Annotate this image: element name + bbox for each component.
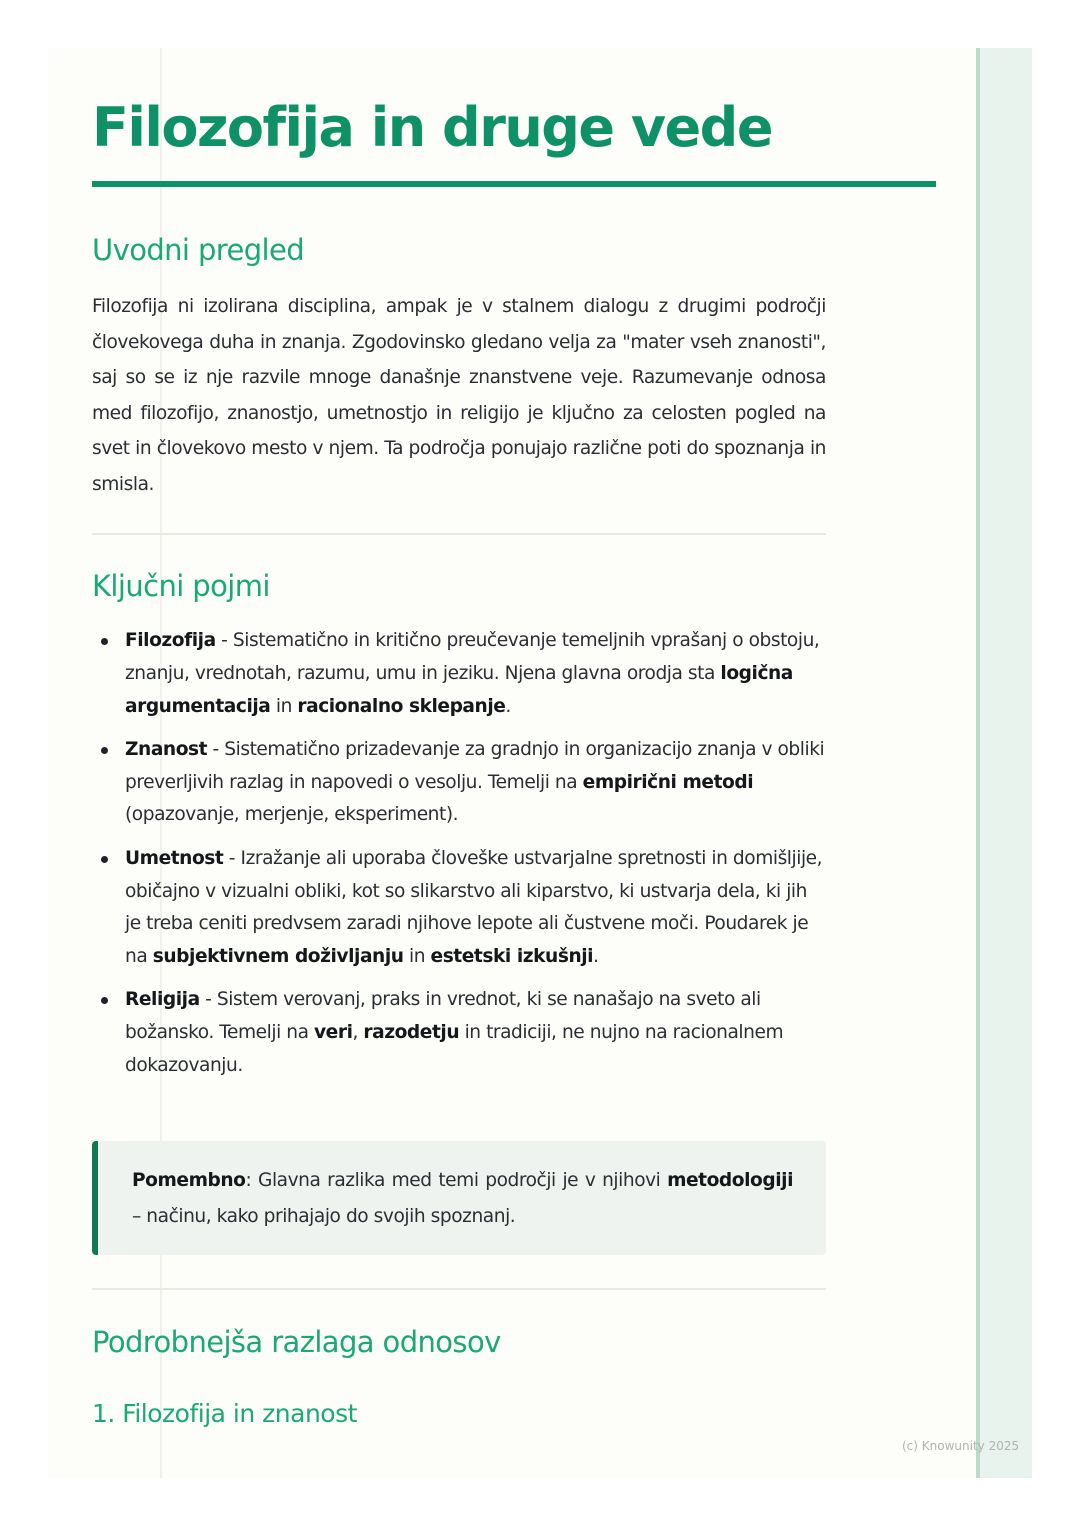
term-text: in	[270, 695, 298, 717]
term-text: Izražanje ali uporaba človeške ustvarjalne spretnosti in domišljije, običajno v vizualni obliki, kot so slikarstvo ali kiparstvo, ki ustvarja dela, ki jih je treba ceniti predvsem zaradi njihove lepote ali čustvene moči. Poudarek je na	[125, 847, 823, 968]
list-item-umetnost	[92, 843, 826, 974]
right-margin-strip	[976, 48, 1032, 1478]
term-emphasis: empirični metodi	[582, 771, 754, 793]
copyright-footer: (c) Knowunity 2025	[902, 1439, 1020, 1453]
term-emphasis: veri	[314, 1022, 353, 1044]
term-label: Umetnost	[125, 847, 224, 869]
term-label: Znanost	[125, 738, 208, 760]
section-heading-intro: Uvodni pregled	[92, 233, 305, 267]
key-terms-list	[92, 625, 826, 1093]
term-emphasis: subjektivnem doživljanju	[152, 946, 404, 968]
list-item-filozofija	[92, 625, 826, 723]
callout-body: – načinu, kako prihajajo do svojih spoznanj.	[132, 1205, 516, 1227]
document-title: Filozofija in druge vede	[92, 96, 772, 159]
term-emphasis: estetski izkušnji	[430, 946, 594, 968]
section-heading-details: Podrobnejša razlaga odnosov	[92, 1325, 501, 1359]
term-emphasis: razodetju	[363, 1022, 460, 1044]
section-divider	[92, 1288, 826, 1290]
bullet-icon	[101, 856, 108, 863]
term-separator: -	[207, 738, 225, 760]
term-emphasis: racionalno sklepanje	[297, 695, 506, 717]
term-label: Filozofija	[125, 630, 216, 651]
term-text: .	[505, 695, 511, 717]
term-text: ,	[352, 1022, 364, 1044]
term-text: Sistematično prizadevanje za gradnjo in organizacijo znanja v obliki preverljivih razlag in napovedi o vesolju. Temelji na	[125, 738, 825, 793]
title-underline	[92, 181, 936, 187]
section-heading-key-terms: Ključni pojmi	[92, 569, 270, 603]
subsection-heading-philosophy-science: 1. Filozofija in znanost	[92, 1399, 357, 1428]
right-margin-line	[976, 48, 980, 1478]
callout-label: Pomembno	[132, 1170, 246, 1191]
callout-body: : Glavna razlika med temi področji je v njihovi	[245, 1170, 668, 1191]
callout-text	[132, 1163, 793, 1234]
term-separator: -	[199, 989, 217, 1011]
document-page	[48, 48, 1032, 1478]
list-item-znanost	[92, 734, 826, 832]
term-emphasis: logična argumentacija	[125, 662, 793, 717]
intro-paragraph: Filozofija ni izolirana disciplina, ampak je v stalnem dialogu z drugimi področji človekovega duha in znanja. Zgodovinsko gledano velja za "mater vseh znanosti", saj so se iz nje razvile mnoge današnje znanstvene veje. Razumevanje odnosa med filozofijo, znanostjo, umetnostjo in religijo je ključno za celosten pogled na svet in človekovo mesto v njem. Ta področja ponujajo različne poti do spoznanja in smisla.	[92, 296, 826, 495]
term-text: Sistematično in kritično preučevanje temeljnih vprašanj o obstoju, znanju, vrednotah, razumu, umu in jeziku. Njena glavna orodja sta	[125, 630, 820, 684]
bullet-icon	[101, 638, 108, 645]
section-divider	[92, 533, 826, 535]
callout-emphasis: metodologiji	[667, 1170, 793, 1191]
term-separator: -	[215, 630, 233, 651]
term-text: in tradiciji, ne nujno na racionalnem dokazovanju.	[125, 1022, 784, 1077]
term-text: (opazovanje, merjenje, eksperiment).	[125, 804, 459, 826]
term-separator: -	[223, 847, 241, 869]
bullet-icon	[101, 997, 108, 1004]
list-item-religija	[92, 984, 826, 1082]
term-text: .	[593, 946, 599, 968]
term-label: Religija	[125, 989, 200, 1011]
callout-accent-border	[92, 1141, 98, 1255]
term-text: Sistem verovanj, praks in vrednot, ki se nanašajo na sveto ali božansko. Temelji na	[125, 989, 761, 1044]
important-callout	[92, 1141, 826, 1255]
term-text: in	[403, 946, 431, 968]
bullet-icon	[101, 747, 108, 754]
